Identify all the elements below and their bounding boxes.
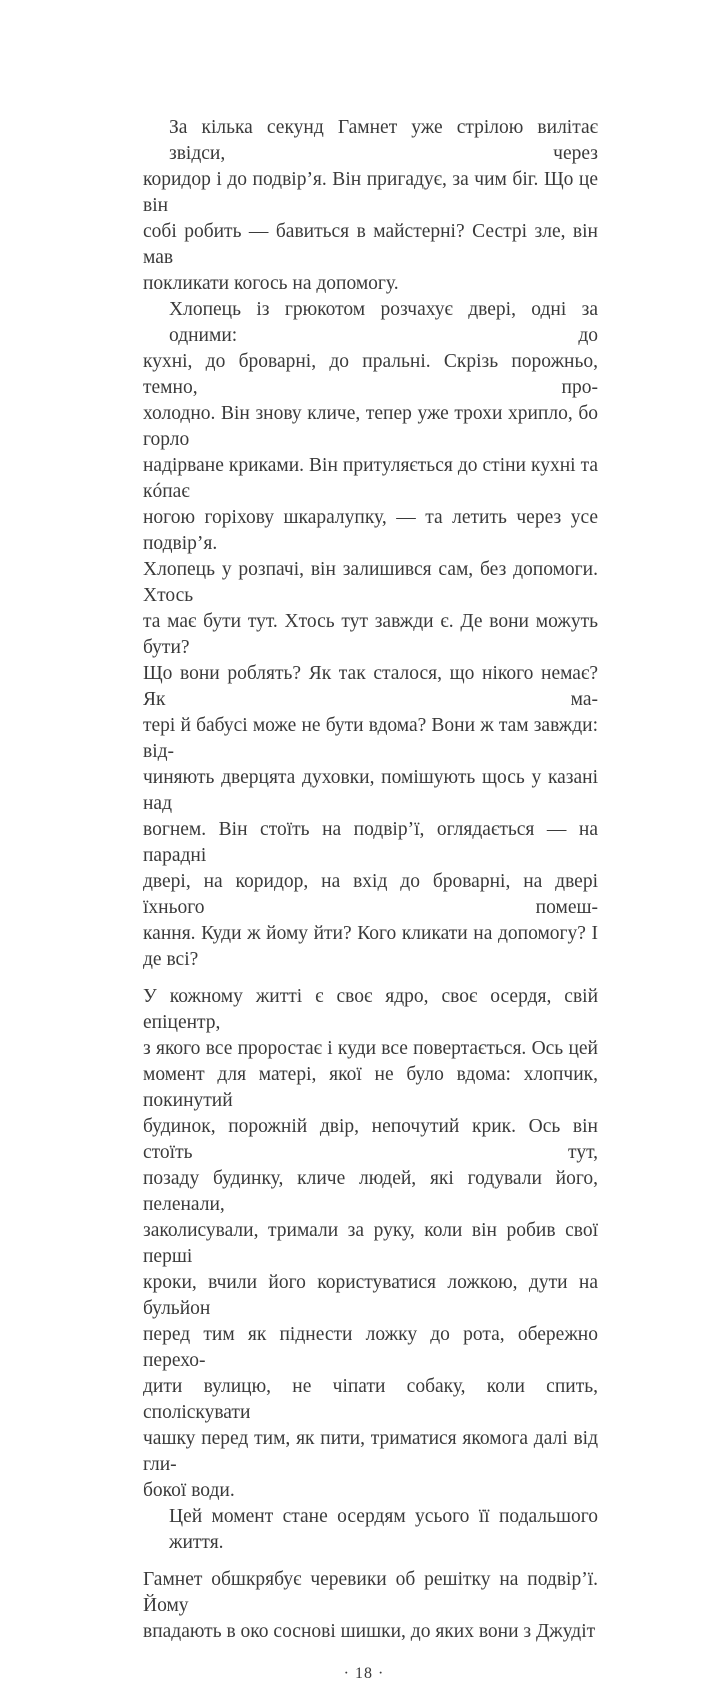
text-line <box>143 1036 598 1062</box>
text-line <box>143 1426 598 1478</box>
text-line <box>143 271 598 297</box>
text-line <box>143 1567 598 1619</box>
page-number: · 18 · <box>343 1665 385 1682</box>
text-line <box>143 921 598 973</box>
text-line <box>143 984 598 1036</box>
text-line <box>143 1504 598 1556</box>
text-line-content: вогнем. Він стоїть на подвір’ї, оглядається — на парадні <box>143 819 598 866</box>
text-line-content: покликати когось на допомогу. <box>143 273 399 294</box>
text-line-content: кухні, до броварні, до пральні. Скрізь порожньо, темно, про- <box>143 351 598 398</box>
text-line <box>143 661 598 713</box>
text-line-content: чашку перед тим, як пити, триматися якомога далі від гли- <box>143 1428 598 1475</box>
text-line <box>143 817 598 869</box>
text-line-content: позаду будинку, кличе людей, які годували його, пеленали, <box>143 1168 598 1215</box>
paragraph <box>143 1567 598 1645</box>
text-line-content: тері й бабусі може не бути вдома? Вони ж там завжди: від- <box>143 715 598 762</box>
text-section-1 <box>143 115 598 973</box>
text-line-content: бокої води. <box>143 1480 235 1501</box>
text-line-content: Хлопець у розпачі, він залишився сам, без допомоги. Хтось <box>143 559 598 606</box>
text-line-content: перед тим як піднести ложку до рота, обережно перехо- <box>143 1324 598 1371</box>
text-line <box>143 167 598 219</box>
text-line-content: будинок, порожній двір, непочутий крик. Ось він стоїть тут, <box>143 1116 598 1163</box>
text-line <box>143 1114 598 1166</box>
text-line <box>143 115 598 167</box>
text-line-content: з якого все проростає і куди все повертається. Ось цей <box>143 1038 598 1059</box>
text-line <box>143 297 598 349</box>
text-line-content: Хлопець із грюкотом розчахує двері, одні за одними: до <box>169 299 598 346</box>
text-line <box>143 1270 598 1322</box>
text-line-content: собі робить — бавиться в майстерні? Сестрі зле, він мав <box>143 221 598 268</box>
text-line-content: кроки, вчили його користуватися ложкою, дути на бульйон <box>143 1272 598 1319</box>
text-line-content: надірване криками. Він притуляється до стіни кухні та кóпає <box>143 455 598 502</box>
text-line <box>143 1478 598 1504</box>
text-line-content: та має бути тут. Хтось тут завжди є. Де вони можуть бути? <box>143 611 598 658</box>
text-line-content: момент для матері, якої не було вдома: хлопчик, покинутий <box>143 1064 598 1111</box>
text-line-content: чиняють дверцята духовки, помішують щось у казані над <box>143 767 598 814</box>
text-line <box>143 869 598 921</box>
text-line <box>143 1166 598 1218</box>
paragraph <box>143 1504 598 1556</box>
text-line <box>143 219 598 271</box>
text-line <box>143 765 598 817</box>
text-line <box>143 1322 598 1374</box>
text-line <box>143 349 598 401</box>
text-line <box>143 453 598 505</box>
paragraph <box>143 115 598 297</box>
text-line <box>143 713 598 765</box>
paragraph <box>143 297 598 973</box>
text-line-content: холодно. Він знову кличе, тепер уже трохи хрипло, бо горло <box>143 403 598 450</box>
text-section-2 <box>143 984 598 1556</box>
text-line-content: ногою горіхову шкаралупку, — та летить через усе подвір’я. <box>143 507 598 554</box>
text-line-content: дити вулицю, не чіпати собаку, коли спить, споліскувати <box>143 1376 598 1423</box>
text-line-content: Цей момент стане осердям усього її подальшого життя. <box>169 1506 598 1553</box>
text-line-content: впадають в око соснові шишки, до яких вони з Джудіт <box>143 1621 596 1642</box>
text-line <box>143 1374 598 1426</box>
body-text <box>143 115 598 1645</box>
text-line-content: Що вони роблять? Як так сталося, що нікого немає? Як ма- <box>143 663 598 710</box>
text-line-content: двері, на коридор, на вхід до броварні, на двері їхнього помеш- <box>143 871 598 918</box>
text-line-content: У кожному житті є своє ядро, своє осердя, свій епіцентр, <box>143 986 598 1033</box>
text-line-content: заколисували, тримали за руку, коли він робив свої перші <box>143 1220 598 1267</box>
text-line <box>143 401 598 453</box>
paragraph <box>143 984 598 1504</box>
text-line <box>143 1062 598 1114</box>
text-line <box>143 1218 598 1270</box>
text-line-content: За кілька секунд Гамнет уже стрілою вилітає звідси, через <box>169 117 598 164</box>
text-line <box>143 1619 598 1645</box>
text-section-3 <box>143 1567 598 1645</box>
text-line-content: коридор і до подвір’я. Він пригадує, за чим біг. Що це він <box>143 169 598 216</box>
text-line <box>143 557 598 609</box>
text-line <box>143 505 598 557</box>
text-line-content: кання. Куди ж йому йти? Кого кликати на допомогу? І де всі? <box>143 923 598 970</box>
text-line <box>143 609 598 661</box>
text-line-content: Гамнет обшкрябує черевики об решітку на подвір’ї. Йому <box>143 1569 598 1616</box>
